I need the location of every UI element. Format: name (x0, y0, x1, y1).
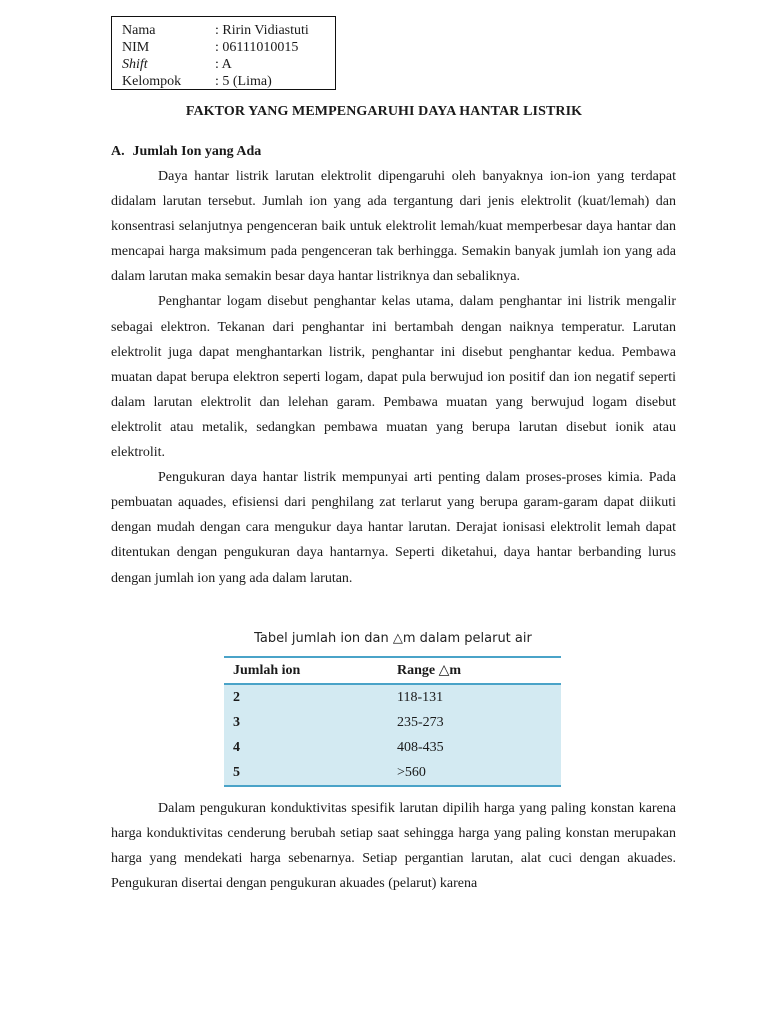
paragraph: Daya hantar listrik larutan elektrolit dipengaruhi oleh banyaknya ion-ion yang terdapat didalam larutan tersebut. Jumlah ion yang ada tergantung dari jenis elektrolit (kuat/lemah) dan konsentrasi selanjutnya pengenceran baik untuk elektrolit lemah/kuat memperbesar daya hantar dan mencapai harga maksimum pada pengenceran tak berhingga. Semakin banyak jumlah ion yang ada dalam larutan maka semakin besar daya hantar listriknya dan sebaliknya. (111, 169, 676, 285)
identity-row-kelompok (122, 73, 335, 90)
table-cell: 5 (224, 760, 388, 786)
table-cell: 4 (224, 735, 388, 760)
section-body (111, 164, 676, 591)
identity-key: Shift (122, 57, 148, 72)
closing-body (111, 796, 676, 896)
section-heading (111, 144, 261, 160)
identity-row-name (122, 22, 335, 39)
table-cell: 408-435 (388, 735, 561, 760)
identity-value: : A (215, 57, 232, 72)
identity-key: Kelompok (122, 74, 182, 89)
table-header-cell: Jumlah ion (224, 657, 388, 684)
identity-key: Nama (122, 23, 156, 38)
table-header-cell: Range △m (388, 657, 561, 684)
table-cell: >560 (388, 760, 561, 786)
identity-value: : 06111010015 (215, 40, 299, 55)
table-cell: 235-273 (388, 710, 561, 735)
table-cell: 118-131 (388, 684, 561, 710)
identity-row-shift (122, 56, 335, 73)
identity-key: NIM (122, 40, 150, 55)
section-number: A. (111, 144, 125, 159)
table-header-row (224, 657, 561, 684)
page-title: FAKTOR YANG MEMPENGARUHI DAYA HANTAR LISTRIK (185, 104, 583, 119)
identity-box (111, 16, 336, 90)
section-heading-text: Jumlah Ion yang Ada (132, 144, 262, 159)
paragraph: Pengukuran daya hantar listrik mempunyai arti penting dalam proses-proses kimia. Pada pembuatan aquades, efisiensi dari penghilang zat terlarut yang berupa garam-garam dapat diikuti dengan mudah dengan cara mengukur daya hantar larutan. Derajat ionisasi elektrolit lemah dapat ditentukan dengan pengukuran daya hantarnya. Seperti diketahui, daya hantar berbanding lurus dengan jumlah ion yang ada dalam larutan. (111, 470, 676, 586)
table-row (224, 710, 561, 735)
table-caption: Tabel jumlah ion dan △m dalam pelarut air (254, 631, 532, 646)
paragraph: Dalam pengukuran konduktivitas spesifik larutan dipilih harga yang paling konstan karena harga konduktivitas cenderung berubah setiap saat sehingga harga yang paling konstan merupakan harga yang mendekati harga sebenarnya. Setiap pergantian larutan, alat cuci dengan akuades. Pengukuran disertai dengan pengukuran akuades (pelarut) karena (111, 801, 676, 892)
table-row (224, 735, 561, 760)
table-cell: 2 (224, 684, 388, 710)
identity-value: : Ririn Vidiastuti (215, 23, 309, 38)
table-row (224, 684, 561, 710)
paragraph: Penghantar logam disebut penghantar kelas utama, dalam penghantar ini listrik mengalir sebagai elektron. Tekanan dari penghantar ini bertambah dengan naiknya temperatur. Larutan elektrolit juga dapat menghantarkan listrik, penghantar ini disebut penghantar kedua. Pembawa muatan dapat berupa elektron seperti logam, dapat pula berwujud ion positif dan ion negatif seperti dalam larutan elektrolit dan lelehan garam. Pembawa muatan yang berwujud logam disebut elektrolit atau metalik, sedangkan pembawa muatan yang berupa larutan disebut ionik atau elektrolit. (111, 294, 676, 461)
table-row (224, 760, 561, 786)
table-cell: 3 (224, 710, 388, 735)
identity-row-nim (122, 39, 335, 56)
identity-value: : 5 (Lima) (215, 74, 272, 89)
ion-table (224, 656, 561, 787)
